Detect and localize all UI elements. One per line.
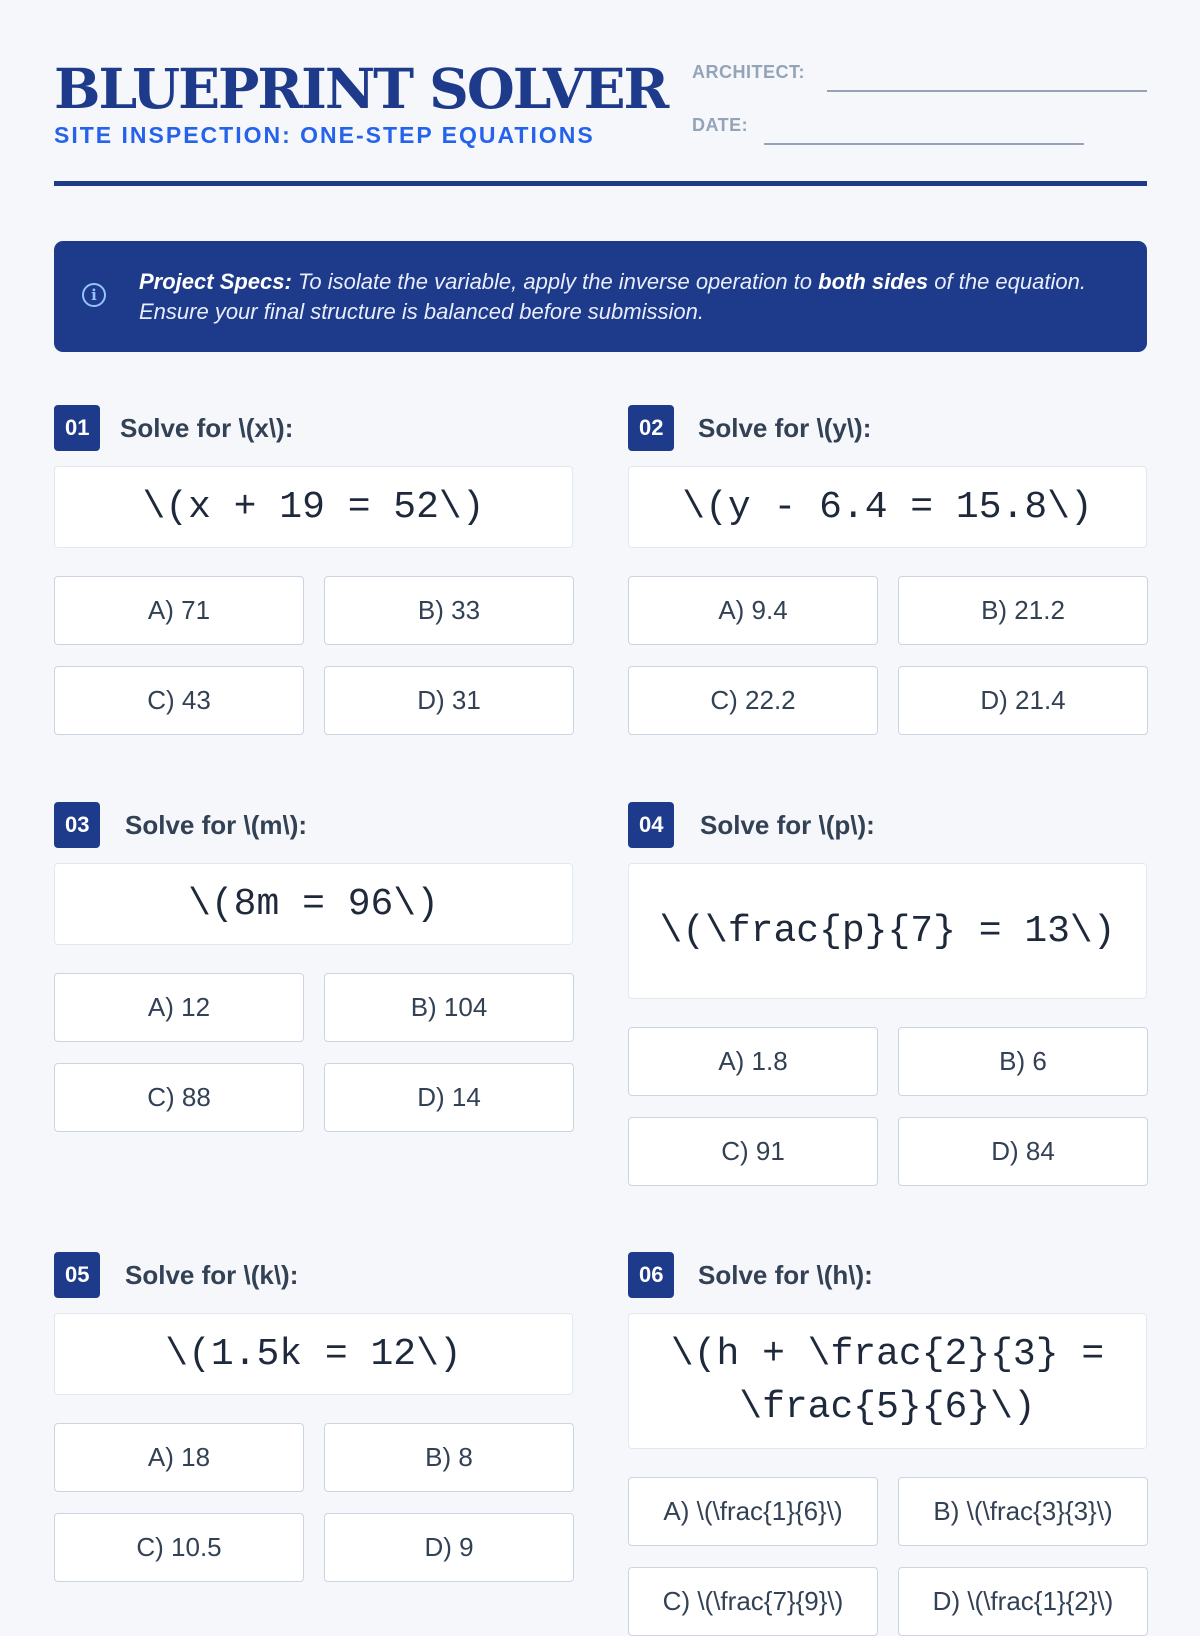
equation-box: \(x + 19 = 52\) xyxy=(54,466,573,548)
problem-number: 01 xyxy=(54,405,100,451)
problem-label: Solve for \(h\): xyxy=(698,1260,873,1290)
answer-option-c[interactable]: C) 91 xyxy=(628,1117,878,1186)
answer-option-d[interactable]: D) 84 xyxy=(898,1117,1148,1186)
worksheet-page xyxy=(54,0,1147,1616)
problem-label: Solve for \(y\): xyxy=(698,413,872,443)
page-subtitle: SITE INSPECTION: ONE-STEP EQUATIONS xyxy=(54,122,595,148)
answer-option-d[interactable]: D) \(\frac{1}{2}\) xyxy=(898,1567,1148,1636)
banner-text-part: of the equation. Ensure your final structure is balanced before submission. xyxy=(139,269,1086,324)
answer-option-a[interactable]: A) 18 xyxy=(54,1423,304,1492)
answer-option-b[interactable]: B) \(\frac{3}{3}\) xyxy=(898,1477,1148,1546)
banner-lead: Project Specs: xyxy=(139,269,292,294)
equation-box: \(1.5k = 12\) xyxy=(54,1313,573,1395)
date-label: DATE: xyxy=(692,115,749,135)
answer-option-c[interactable]: C) 88 xyxy=(54,1063,304,1132)
answer-option-b[interactable]: B) 6 xyxy=(898,1027,1148,1096)
page-title: BLUEPRINT SOLVER xyxy=(54,56,668,121)
info-icon: i xyxy=(82,283,106,307)
header-divider xyxy=(54,181,1147,186)
answer-option-d[interactable]: D) 21.4 xyxy=(898,666,1148,735)
answer-option-a[interactable]: A) 1.8 xyxy=(628,1027,878,1096)
equation-box: \(h + \frac{2}{3} = \frac{5}{6}\) xyxy=(628,1313,1147,1449)
answer-option-c[interactable]: C) 43 xyxy=(54,666,304,735)
answer-option-a[interactable]: A) 71 xyxy=(54,576,304,645)
banner-text xyxy=(139,267,1099,327)
answer-option-b[interactable]: B) 8 xyxy=(324,1423,574,1492)
problem-label: Solve for \(m\): xyxy=(125,810,308,840)
answer-option-b[interactable]: B) 104 xyxy=(324,973,574,1042)
project-specs-banner xyxy=(54,241,1147,352)
problem-number: 05 xyxy=(54,1252,100,1298)
answer-option-b[interactable]: B) 21.2 xyxy=(898,576,1148,645)
problem-number: 03 xyxy=(54,802,100,848)
problem-label: Solve for \(p\): xyxy=(700,810,875,840)
answer-option-c[interactable]: C) \(\frac{7}{9}\) xyxy=(628,1567,878,1636)
answer-option-d[interactable]: D) 9 xyxy=(324,1513,574,1582)
equation-box: \(y - 6.4 = 15.8\) xyxy=(628,466,1147,548)
answer-option-a[interactable]: A) \(\frac{1}{6}\) xyxy=(628,1477,878,1546)
problem-number: 06 xyxy=(628,1252,674,1298)
answer-option-a[interactable]: A) 9.4 xyxy=(628,576,878,645)
answer-option-d[interactable]: D) 31 xyxy=(324,666,574,735)
answer-option-c[interactable]: C) 22.2 xyxy=(628,666,878,735)
equation-box: \(\frac{p}{7} = 13\) xyxy=(628,863,1147,999)
answer-option-c[interactable]: C) 10.5 xyxy=(54,1513,304,1582)
problem-number: 02 xyxy=(628,405,674,451)
banner-text-part: To isolate the variable, apply the inverse operation to xyxy=(291,269,819,294)
answer-option-d[interactable]: D) 14 xyxy=(324,1063,574,1132)
banner-emphasis: both sides xyxy=(818,269,929,294)
answer-option-b[interactable]: B) 33 xyxy=(324,576,574,645)
date-field[interactable] xyxy=(764,143,1084,145)
problem-label: Solve for \(k\): xyxy=(125,1260,299,1290)
problem-number: 04 xyxy=(628,802,674,848)
equation-box: \(8m = 96\) xyxy=(54,863,573,945)
problem-label: Solve for \(x\): xyxy=(120,413,294,443)
architect-field[interactable] xyxy=(827,90,1147,92)
answer-option-a[interactable]: A) 12 xyxy=(54,973,304,1042)
architect-label: ARCHITECT: xyxy=(692,62,805,82)
